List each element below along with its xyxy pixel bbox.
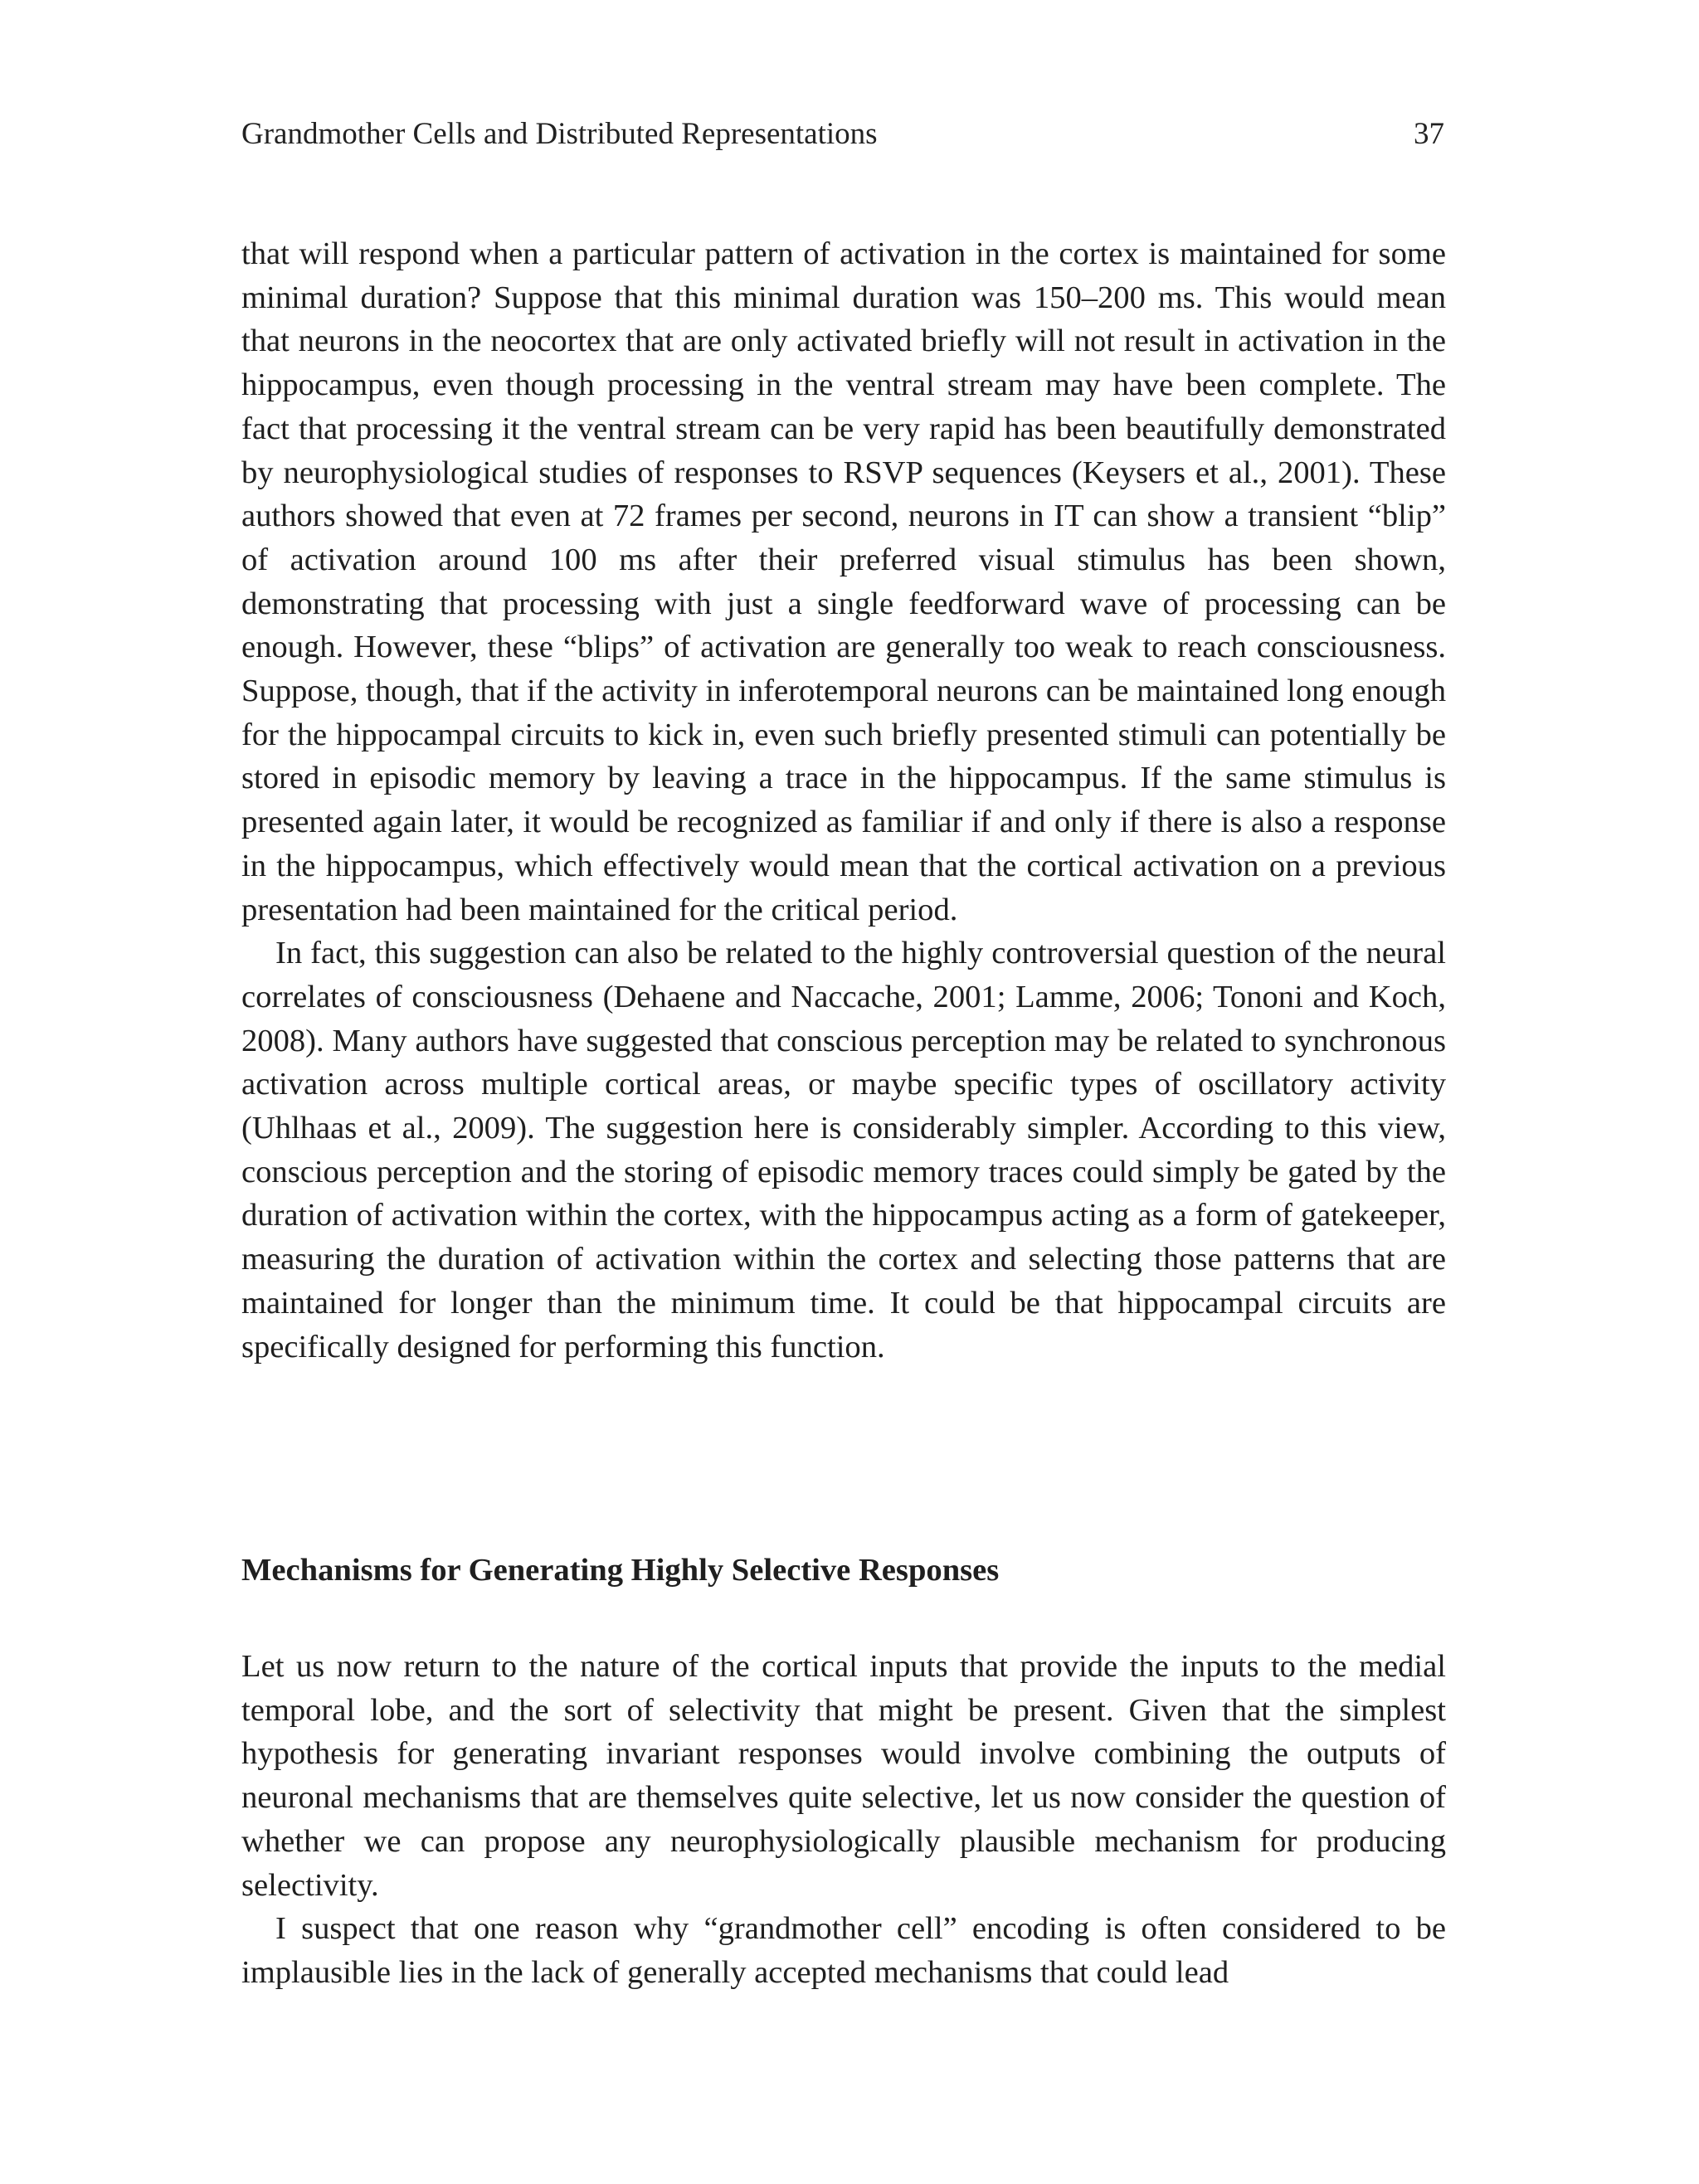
- page-number: 37: [1414, 117, 1444, 151]
- running-head-title: Grandmother Cells and Distributed Representations: [241, 117, 878, 151]
- section-heading: Mechanisms for Generating Highly Selective Responses: [241, 1553, 1000, 1588]
- paragraph-continued: that will respond when a particular pattern of activation in the cortex is maintained for some minimal duration? Suppose that this minimal duration was 150–200 ms. This would mean that neurons in the neocortex that are only activated briefly will not result in activation in the hippocampus, even though processing in the ventral stream may have been complete. The fact that processing it the ventral stream can be very rapid has been beautifully demonstrated by neurophysiological studies of responses to RSVP sequences (Keysers et al., 2001). These authors showed that even at 72 frames per second, neurons in IT can show a transient “blip” of activation around 100 ms after their preferred visual stimulus has been shown, demonstrating that processing with just a single feedforward wave of processing can be enough. However, these “blips” of activation are generally too weak to reach consciousness. Suppose, though, that if the activity in inferotemporal neurons can be maintained long enough for the hippocampal circuits to kick in, even such briefly presented stimuli can potentially be stored in episodic memory by leaving a trace in the hippocampus. If the same stimulus is presented again later, it would be recognized as familiar if and only if there is also a response in the hippocampus, which effectively would mean that the cortical activation on a previous presentation had been maintained for the critical period.: [241, 236, 1446, 927]
- paragraph-consciousness: In fact, this suggestion can also be related to the highly controversial question of the neural correlates of consciousness (Dehaene and Naccache, 2001; Lamme, 2006; Tononi and Koch, 2008). Many authors have suggested that conscious perception may be related to synchronous activation across multiple cortical areas, or maybe specific types of oscillatory activity (Uhlhaas et al., 2009). The suggestion here is considerably simpler. According to this view, conscious perception and the storing of episodic memory traces could simply be gated by the duration of activation within the cortex, with the hippocampus acting as a form of gatekeeper, measuring the duration of activation within the cortex and selecting those patterns that are maintained for longer than the minimum time. It could be that hippocampal circuits are specifically designed for performing this function.: [241, 936, 1446, 1364]
- paragraph-cortical-inputs: Let us now return to the nature of the cortical inputs that provide the inputs to the medial temporal lobe, and the sort of selectivity that might be present. Given that the simplest hypothesis for generating invariant responses would involve combining the outputs of neuronal mechanisms that are themselves quite selective, let us now consider the question of whether we can propose any neurophysiologically plausible mechanism for producing selectivity.: [241, 1649, 1446, 1903]
- paragraph-grandmother-cell: I suspect that one reason why “grandmother cell” encoding is often considered to be implausible lies in the lack of generally accepted mechanisms that could lead: [241, 1911, 1446, 1990]
- body-text-lower: [241, 1645, 1446, 1995]
- body-text-upper: [241, 232, 1446, 1369]
